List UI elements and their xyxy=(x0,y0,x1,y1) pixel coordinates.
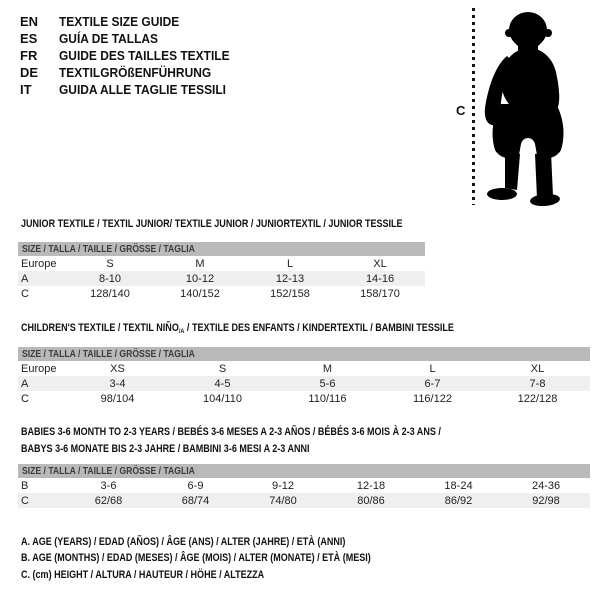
language-code: IT xyxy=(20,82,32,97)
cell: 152/158 xyxy=(270,287,310,300)
row-label: Europe xyxy=(21,362,57,375)
size-header-label: SIZE / TALLA / TAILLE / GRÖSSE / TAGLIA xyxy=(22,348,195,360)
cell: 128/140 xyxy=(90,287,130,300)
size-header-row xyxy=(18,242,425,256)
cell: 68/74 xyxy=(152,493,239,508)
height-measure-label: C xyxy=(456,103,466,118)
language-row-en xyxy=(20,13,244,30)
table-row-height xyxy=(18,391,590,406)
language-row-es xyxy=(20,30,244,47)
cell: 9-12 xyxy=(271,479,295,492)
cell: XL xyxy=(530,362,545,375)
cell: L xyxy=(429,362,436,375)
cell: 98/104 xyxy=(100,392,135,405)
language-code: ES xyxy=(20,31,38,46)
size-header-row xyxy=(18,347,590,361)
language-title: TEXTILGRÖßENFÜHRUNG xyxy=(59,65,212,80)
row-label: A xyxy=(18,376,65,391)
table-row-europe xyxy=(18,256,425,271)
legend-height: C. (cm) HEIGHT / ALTURA / HAUTEUR / HÖHE / ALTEZZA xyxy=(21,568,265,581)
legend xyxy=(21,536,448,585)
cell: 6-9 xyxy=(187,479,204,492)
cell: 12-13 xyxy=(245,271,335,286)
cell: 158/170 xyxy=(360,287,400,300)
cell: XS xyxy=(110,362,125,375)
language-title: TEXTILE SIZE GUIDE xyxy=(59,14,180,29)
cell: 4-5 xyxy=(170,376,275,391)
row-label: B xyxy=(21,479,29,492)
cell: 10-12 xyxy=(155,271,245,286)
children-size-table xyxy=(18,347,590,406)
subscript: /A xyxy=(178,328,185,335)
size-header-row xyxy=(18,464,590,478)
language-row-de xyxy=(20,64,244,81)
cell: L xyxy=(286,257,294,270)
toddler-silhouette xyxy=(483,6,568,206)
junior-size-table xyxy=(18,242,425,301)
cell: 5-6 xyxy=(275,376,380,391)
cell: 92/98 xyxy=(502,493,590,508)
table-row-europe xyxy=(18,361,590,376)
cell: S xyxy=(106,257,114,270)
language-title: GUIDE DES TAILLES TEXTILE xyxy=(59,48,230,63)
language-code: FR xyxy=(20,48,38,63)
row-label: C xyxy=(21,287,29,300)
legend-age-years: A. AGE (YEARS) / EDAD (AÑOS) / ÂGE (ANS) / ALTER (JAHRE) / ETÀ (ANNI) xyxy=(21,536,346,548)
cell: 116/122 xyxy=(413,392,452,405)
children-table-title: CHILDREN'S TEXTILE / TEXTIL $NIÑO_{/A}$ / TEXTILE DES ENFANTS / KINDERTEXTIL / BAMBINI TESSILE xyxy=(21,322,454,335)
cell: 104/110 xyxy=(203,392,242,405)
cell: 86/92 xyxy=(415,493,502,508)
table-row-age xyxy=(18,271,425,286)
cell: 140/152 xyxy=(180,287,220,300)
cell: M xyxy=(195,257,205,270)
language-row-it xyxy=(20,81,244,98)
cell: 8-10 xyxy=(65,271,155,286)
cell: 18-24 xyxy=(444,479,473,492)
language-code: DE xyxy=(20,65,39,80)
babies-size-table xyxy=(18,464,590,508)
language-title: GUÍA DE TALLAS xyxy=(59,31,159,46)
size-header-label: SIZE / TALLA / TAILLE / GRÖSSE / TAGLIA xyxy=(22,465,195,477)
babies-table-title: BABIES 3-6 MONTH TO 2-3 YEARS / BEBÉS 3-6 MESES A 2-3 AÑOS / BÉBÉS 3-6 MOIS À 2-3 ANS / BABYS 3-6 MONATE BIS 2-3 JAHRE / BAMBINI 3-6 MESI A 2-3 ANNI xyxy=(21,426,441,455)
cell: 62/68 xyxy=(65,493,152,508)
row-label: Europe xyxy=(21,257,57,270)
table-row-age-months xyxy=(18,478,590,493)
cell: 3-6 xyxy=(100,479,117,492)
language-row-fr xyxy=(20,47,244,64)
table-row-age xyxy=(18,376,590,391)
language-title: GUIDA ALLE TAGLIE TESSILI xyxy=(59,82,227,97)
cell: 24-36 xyxy=(531,479,561,492)
cell: 80/86 xyxy=(327,493,415,508)
cell: 6-7 xyxy=(380,376,485,391)
cell: 122/128 xyxy=(517,392,558,405)
language-header xyxy=(20,13,244,98)
cell: 7-8 xyxy=(485,376,590,391)
cell: 110/116 xyxy=(308,392,347,405)
legend-age-months: B. AGE (MONTHS) / EDAD (MESES) / ÂGE (MOIS) / ALTER (MONATE) / ETÀ (MESI) xyxy=(21,552,371,565)
row-label: C xyxy=(21,392,29,405)
row-label: C xyxy=(18,493,65,508)
cell: 12-18 xyxy=(356,479,386,492)
cell: XL xyxy=(373,257,387,270)
table-row-height xyxy=(18,493,590,508)
size-header-label: SIZE / TALLA / TAILLE / GRÖSSE / TAGLIA xyxy=(22,243,195,255)
row-label: A xyxy=(18,271,65,286)
cell: S xyxy=(218,362,227,375)
junior-table-title: JUNIOR TEXTILE / TEXTIL JUNIOR/ TEXTILE JUNIOR / JUNIORTEXTIL / JUNIOR TESSILE xyxy=(21,218,403,230)
cell: 74/80 xyxy=(239,493,327,508)
table-row-height xyxy=(18,286,425,301)
height-measure-dashed-line xyxy=(472,8,475,205)
cell: M xyxy=(322,362,333,375)
cell: 3-4 xyxy=(65,376,170,391)
language-code: EN xyxy=(20,14,39,29)
cell: 14-16 xyxy=(335,271,425,286)
